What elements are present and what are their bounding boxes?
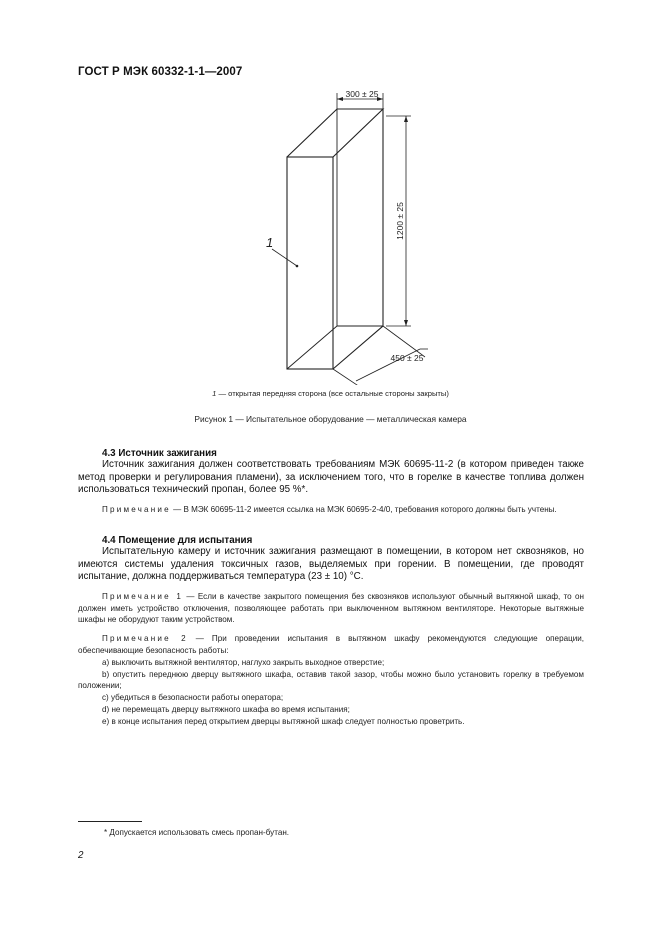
note-1-text: — Если в качестве закрытого помещения без сквозняков используют обычный вытяжной шкаф, то он должен иметь устройство отключения, позволяющее работать при выключенном вытяжном вентиляторе. Некоторые вытяжные шкафы не оборудуют таким устройством. [78, 591, 584, 625]
figure-legend [0, 389, 661, 398]
chamber-drawing [200, 85, 460, 385]
legend-number: 1 [212, 389, 217, 398]
section-4-3 [78, 448, 584, 516]
section-4-3-paragraph: Источник зажигания должен соответствовать требованиям МЭК 60695-11-2 (в котором приведен также метод проверки и регулирования пламени), за исключением того, что в горелке в качестве топлива должен использоваться технический пропан, более 95 %*. [78, 459, 584, 496]
section-4-4-paragraph: Испытательную камеру и источник зажигания размещают в помещении, в котором нет сквозняков, но имеются системы удаления токсичных газов, выделяемых при горении. В помещении, где проводят испытание, должна поддерживаться температура (23 ± 10) °С. [78, 546, 584, 583]
note-1-label: Примечание 1 [102, 591, 184, 601]
figure-caption: Рисунок 1 — Испытательное оборудование — металлическая камера [194, 414, 467, 424]
page-number: 2 [78, 850, 84, 861]
section-4-3-note [78, 504, 584, 516]
list-item: b) опустить переднюю дверцу вытяжного шкафа, оставив такой зазор, чтобы можно было установить горелку в требуемом положении; [78, 669, 584, 691]
list-item: d) не перемещать дверцу вытяжного шкафа во время испытания; [102, 704, 350, 714]
section-4-4-note-2 [78, 633, 584, 657]
chamber-front-face [287, 157, 333, 369]
list-item: c) убедиться в безопасности работы оператора; [102, 693, 284, 703]
note-text: — В МЭК 60695-11-2 имеется ссылка на МЭК 60695-2-4/0, требования которого должны быть учтены. [170, 504, 557, 514]
dim-depth-label: 450 ± 25 [390, 353, 424, 363]
note-label: Примечание [102, 504, 171, 514]
list-item: e) в конце испытания перед открытием дверцы вытяжной шкаф следует полностью проветрить. [102, 716, 465, 726]
legend-text: — открытая передняя сторона (все остальные стороны закрыты) [216, 389, 449, 398]
section-4-4-note-1 [78, 591, 584, 626]
chamber-side-face [333, 109, 383, 369]
section-4-4 [78, 535, 584, 728]
figure-callout-1: 1 [266, 235, 274, 250]
document-header: ГОСТ Р МЭК 60332-1-1—2007 [78, 66, 243, 78]
dim-height-label: 1200 ± 25 [395, 202, 405, 240]
note-2-text: — При проведении испытания в вытяжном шкафу рекомендуются следующие операции, обеспечивающие безопасность работы: [78, 634, 584, 655]
footnote-separator [78, 821, 142, 822]
figure-metal-chamber [200, 85, 460, 390]
list-item: a) выключить вытяжной вентилятор, наглухо закрыть выходное отверстие; [102, 657, 385, 667]
note-2-label: Примечание 2 [102, 634, 188, 644]
dim-width-label: 300 ± 25 [345, 89, 379, 99]
section-4-3-heading: 4.3 Источник зажигания [102, 448, 217, 459]
footnote: * Допускается использовать смесь пропан-бутан. [104, 828, 290, 837]
chamber-top-face [287, 109, 383, 157]
section-4-4-heading: 4.4 Помещение для испытания [102, 535, 253, 546]
